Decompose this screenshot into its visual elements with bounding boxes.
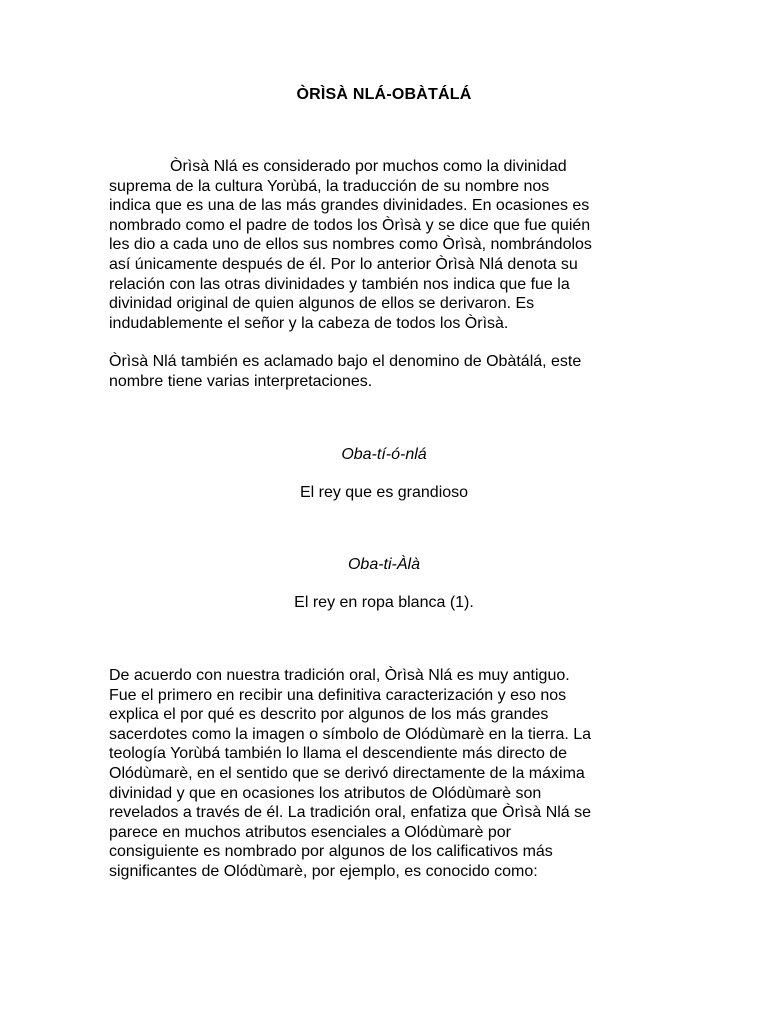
paragraph-3-line-3: explica el por qué es descrito por algunos de los más grandes <box>109 706 549 724</box>
paragraph-1 <box>109 157 661 333</box>
paragraph-1-line-6: así únicamente después de él. Por lo anterior Òrìsà Nlá denota su <box>109 255 578 273</box>
paragraph-1-line-2: suprema de la cultura Yorùbá, la traducción de su nombre nos <box>109 177 550 195</box>
paragraph-3-line-7: divinidad y que en ocasiones los atributos de Olódùmarè son <box>109 784 542 802</box>
paragraph-3-line-9: parece en muchos atributos esenciales a Olódùmarè por <box>109 823 511 841</box>
term-2: Oba-ti-Àlà <box>347 556 421 573</box>
document-title: ÒRÌSÀ NLÁ-OBÀTÁLÁ <box>296 86 472 103</box>
meaning-1: El rey que es grandioso <box>299 484 469 501</box>
term-1: Oba-tí-ó-nlá <box>341 446 427 463</box>
paragraph-3 <box>109 666 661 882</box>
paragraph-2 <box>109 352 661 391</box>
paragraph-1-line-4: nombrado como el padre de todos los Òrìsà y se dice que fue quién <box>109 216 591 234</box>
paragraph-2-line-1: Òrìsà Nlá también es aclamado bajo el denomino de Obàtálá, este <box>109 353 582 370</box>
paragraph-3-line-1: De acuerdo con nuestra tradición oral, Òrìsà Nlá es muy antiguo. <box>109 667 570 684</box>
paragraph-1-line-7: relación con las otras divinidades y también nos indica que fue la <box>109 275 570 293</box>
meaning-2: El rey en ropa blanca (1). <box>294 594 474 611</box>
paragraph-1-line-1: Òrìsà Nlá es considerado por muchos como la divinidad <box>170 158 567 175</box>
paragraph-1-line-3: indica que es una de las más grandes divinidades. En ocasiones es <box>109 197 590 215</box>
paragraph-3-line-2: Fue el primero en recibir una definitiva caracterización y eso nos <box>109 686 567 704</box>
paragraph-1-line-5: les dio a cada uno de ellos sus nombres como Òrìsà, nombrándolos <box>109 236 592 254</box>
paragraph-3-line-6: Olódùmarè, en el sentido que se derivó directamente de la máxima <box>109 764 585 782</box>
paragraph-3-line-10: consiguiente es nombrado por algunos de los calificativos más <box>109 843 553 861</box>
paragraph-3-line-5: teología Yorùbá también lo llama el descendiente más directo de <box>109 745 568 763</box>
paragraph-2-line-2: nombre tiene varias interpretaciones. <box>109 372 373 390</box>
paragraph-1-line-8: divinidad original de quien algunos de ellos se derivaron. Es <box>109 295 535 313</box>
paragraph-3-line-11: significantes de Olódùmarè, por ejemplo, es conocido como: <box>109 862 538 880</box>
paragraph-3-line-4: sacerdotes como la imagen o símbolo de Olódùmarè en la tierra. La <box>109 725 592 743</box>
paragraph-1-line-9: indudablemente el señor y la cabeza de todos los Òrìsà. <box>109 314 509 332</box>
paragraph-3-line-8: revelados a través de él. La tradición oral, enfatiza que Òrìsà Nlá se <box>109 804 592 822</box>
